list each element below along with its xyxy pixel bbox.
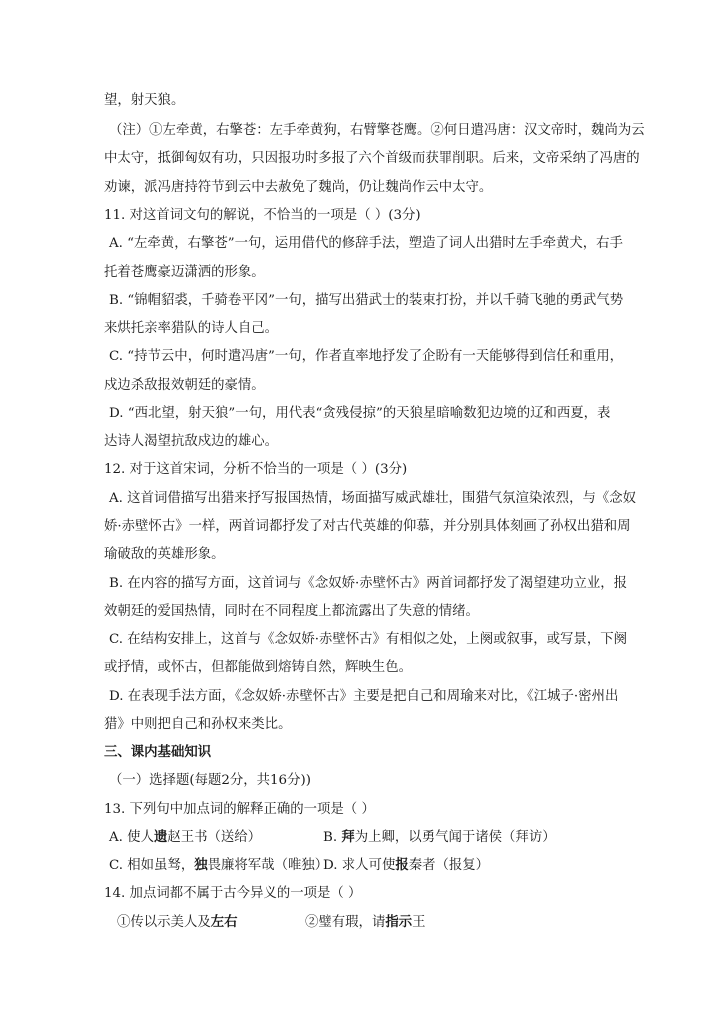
q11-option-b-line-2: 来烘托亲率猎队的诗人自己。 (104, 321, 279, 336)
q12-option-c-line-1: C. 在结构安排上，这首与《念奴娇·赤壁怀古》有相似之处，上阕或叙事，或写景，下阕 (109, 632, 627, 647)
q13-option-b (323, 831, 556, 844)
q13-b-dotted-word: 拜 (341, 829, 355, 845)
annotation-line-2: 中太守，抵御匈奴有功，只因报功时多报了六个首级而获罪削职。后来，文帝采纳了冯唐的 (104, 151, 640, 166)
question-14-stem: 14. 加点词都不属于古今异义的一项是（ ） (104, 886, 362, 901)
q12-option-a-line-1: A. 这首词借描写出猎来抒写报国热情，场面描写威武雄壮，围猎气氛渲染浓烈，与《念奴 (109, 491, 637, 506)
question-11-stem: 11. 对这首词文句的解说，不恰当的一项是（ ）(3分) (104, 208, 421, 223)
annotation-line-3: 劝谏，派冯唐持符节到云中去赦免了魏尚，仍让魏尚作云中太守。 (104, 180, 493, 195)
q12-option-a-line-2: 娇·赤壁怀古》一样，两首词都抒发了对古代英雄的仰慕，并分别具体刻画了孙权出猎和周 (104, 519, 631, 534)
subsection-heading: （一）选择题(每题2分，共16分)) (109, 773, 311, 788)
q11-option-c-line-1: C. “持节云中，何时遣冯唐”一句，作者直率地抒发了企盼有一天能够得到信任和重用， (109, 349, 624, 364)
q14-2-prefix: ②璧有瑕，请 (305, 915, 386, 930)
q14-item-2 (305, 916, 426, 929)
q11-option-c-line-2: 戍边杀敌报效朝廷的豪情。 (104, 378, 265, 393)
q13-a-dotted-word: 遗 (153, 829, 168, 845)
q13-b-suffix: 为上卿，以勇气闻于诸侯（拜访） (354, 830, 556, 845)
q11-option-b-line-1: B. “锦帽貂裘，千骑卷平冈”一句，描写出猎武士的装束打扮，并以千骑飞驰的勇武气势 (109, 293, 624, 308)
q13-d-suffix: 秦者（报复） (408, 858, 490, 873)
q12-option-a-line-3: 瑜破敌的英雄形象。 (104, 547, 225, 562)
q13-d-dotted-word: 报 (395, 857, 409, 873)
q13-a-prefix: A. 使人 (109, 830, 154, 845)
q14-2-dotted-word: 指示 (385, 914, 413, 930)
q14-item-1 (117, 916, 238, 929)
q11-option-d-line-1: D. “西北望，射天狼”一句，用代表“贪残侵掠”的天狼星暗喻数犯边境的辽和西夏，表 (109, 406, 611, 421)
q13-a-suffix: 赵王书（送给） (167, 830, 262, 845)
q13-c-suffix: 畏廉将军哉（唯独） (207, 858, 329, 873)
q11-option-d-line-2: 达诗人渴望抗敌戍边的雄心。 (104, 434, 279, 449)
q12-option-b-line-1: B. 在内容的描写方面，这首词与《念奴娇·赤壁怀古》两首词都抒发了渴望建功立业，报 (109, 576, 628, 591)
q13-option-a (109, 831, 261, 844)
question-12-stem: 12. 对于这首宋词，分析不恰当的一项是（ ）(3分) (104, 462, 408, 477)
q14-2-suffix: 王 (412, 915, 426, 930)
q12-option-d-line-2: 猎》中则把自己和孙权来类比。 (104, 717, 292, 732)
q13-b-prefix: B. (323, 830, 342, 845)
question-13-stem: 13. 下列句中加点词的解释正确的一项是（ ） (104, 802, 375, 817)
q13-option-c (109, 859, 328, 872)
q13-c-dotted-word: 独 (194, 857, 208, 873)
q13-d-prefix: D. 求人可使 (323, 858, 396, 873)
q13-c-prefix: C. 相如虽驽， (109, 858, 195, 873)
q12-option-c-line-2: 或抒情，或怀古，但都能做到熔铸自然，辉映生色。 (104, 660, 412, 675)
annotation-line-1: （注）①左牵黄，右擎苍：左手牵黄狗，右臂擎苍鹰。②何日遣冯唐：汉文帝时，魏尚为云 (109, 123, 645, 138)
q12-option-d-line-1: D. 在表现手法方面，《念奴娇·赤壁怀古》主要是把自己和周瑜来对比，《江城子·密州出 (109, 689, 619, 704)
q11-option-a-line-2: 托着苍鹰豪迈潇洒的形象。 (104, 265, 265, 280)
q11-option-a-line-1: A. “左牵黄，右擎苍”一句，运用借代的修辞手法，塑造了词人出猎时左手牵黄犬，右手 (109, 236, 623, 251)
section-heading: 三、课内基础知识 (104, 744, 212, 760)
q14-1-dotted-word: 左右 (210, 914, 238, 930)
poem-line-end: 望，射天狼。 (104, 93, 185, 108)
q13-option-d (323, 859, 489, 872)
q14-1-prefix: ①传以示美人及 (117, 915, 211, 930)
q12-option-b-line-2: 效朝廷的爱国热情，同时在不同程度上都流露出了失意的情绪。 (104, 604, 479, 619)
